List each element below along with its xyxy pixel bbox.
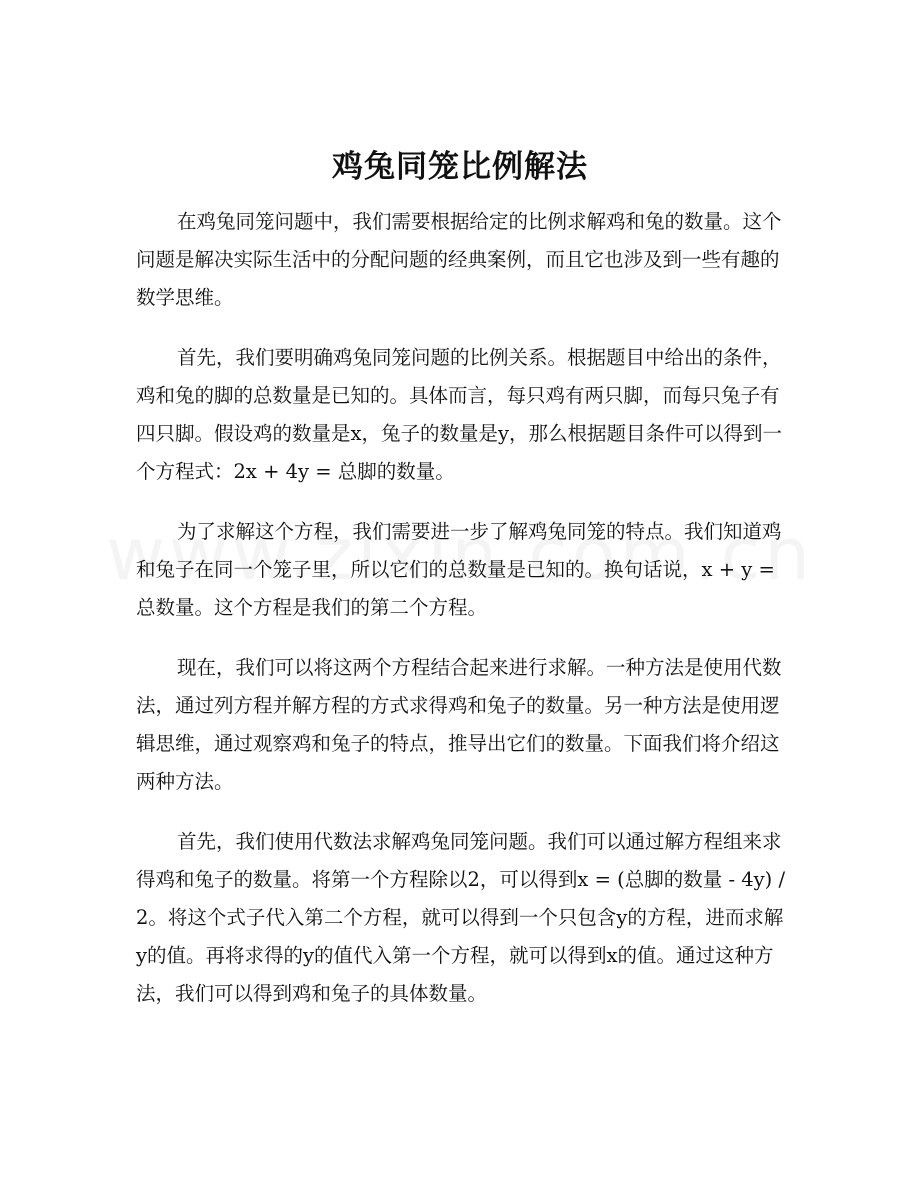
document-body bbox=[136, 203, 786, 1035]
paragraph-3: 为了求解这个方程，我们需要进一步了解鸡兔同笼的特点。我们知道鸡和兔子在同一个笼子里，所以它们的总数量是已知的。换句话说，x + y = 总数量。这个方程是我们的第二个方程。 bbox=[136, 520, 782, 619]
paragraph-5: 首先，我们使用代数法求解鸡兔同笼问题。我们可以通过解方程组来求得鸡和兔子的数量。将第一个方程除以2，可以得到x = (总脚的数量 - 4y) / 2。将这个式子代入第二个方程，就可以得到一个只包含y的方程，进而求解y的值。再将求得的y的值代入第一个方程，就可以得到x的值。通过这种方法，我们可以得到鸡和兔子的具体数量。 bbox=[136, 830, 786, 1005]
paragraph-4: 现在，我们可以将这两个方程结合起来进行求解。一种方法是使用代数法，通过列方程并解方程的方式求得鸡和兔子的数量。另一种方法是使用逻辑思维，通过观察鸡和兔子的特点，推导出它们的数量。下面我们将介绍这两种方法。 bbox=[136, 656, 782, 793]
paragraph-2: 首先，我们要明确鸡兔同笼问题的比例关系。根据题目中给出的条件，鸡和兔的脚的总数量是已知的。具体而言，每只鸡有两只脚，而每只兔子有四只脚。假设鸡的数量是x，兔子的数量是y，那么根据题目条件可以得到一个方程式：2x + 4y = 总脚的数量。 bbox=[136, 346, 783, 483]
document-title: 鸡兔同笼比例解法 bbox=[332, 149, 588, 185]
paragraph-1: 在鸡兔同笼问题中，我们需要根据给定的比例求解鸡和兔的数量。这个问题是解决实际生活中的分配问题的经典案例，而且它也涉及到一些有趣的数学思维。 bbox=[136, 210, 782, 309]
